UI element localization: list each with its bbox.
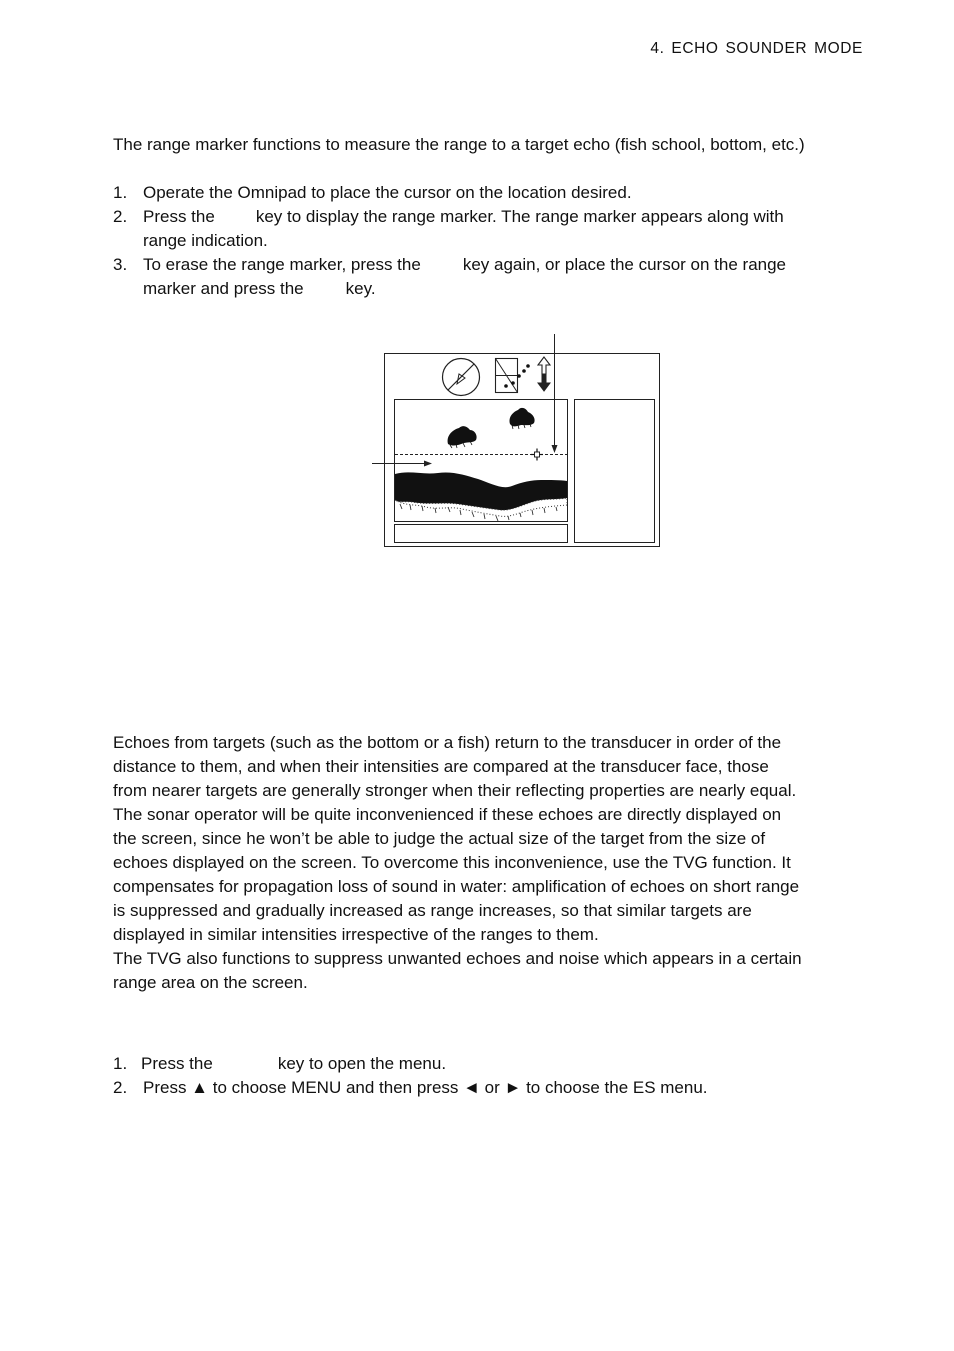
range-marker-illustration (360, 330, 670, 555)
step-text-part: To erase the range marker, press the (143, 255, 421, 274)
step-text-line-2 (143, 277, 376, 301)
scatter-icon (496, 359, 530, 393)
paragraph-line: The TVG also functions to suppress unwanted echoes and noise which appears in a certain (113, 949, 802, 968)
step-text-part: marker and press the (143, 279, 304, 298)
step-text-line-2: range indication. (143, 231, 268, 250)
paragraph-line: Echoes from targets (such as the bottom or a fish) return to the transducer in order of the (113, 733, 782, 752)
step-number: 1. (113, 183, 128, 202)
display-frame (385, 354, 660, 547)
step-text (141, 1052, 446, 1076)
side-panel (575, 400, 655, 543)
cursor-callout-arrow (552, 334, 558, 453)
range-marker-intro: The range marker functions to measure the range to a target echo (fish school, bottom, etc.) (113, 135, 805, 154)
info-box (395, 525, 568, 543)
bottom-echo (395, 472, 567, 521)
up-down-arrows-icon (538, 357, 550, 391)
paragraph-line: echoes displayed on the screen. To overcome this inconvenience, use the TVG function. It (113, 853, 791, 872)
step-text: Operate the Omnipad to place the cursor on the location desired. (143, 183, 632, 202)
step-number: 2. (113, 1078, 128, 1097)
step-number: 3. (113, 255, 128, 274)
step-text-part: Press the (143, 207, 215, 226)
paragraph-line: range area on the screen. (113, 973, 308, 992)
paragraph-line: the screen, since he won’t be able to judge the actual size of the target from the size of (113, 829, 766, 848)
paragraph-line: from nearer targets are generally stronger when their reflecting properties are nearly equal. (113, 781, 797, 800)
cursor-icon (531, 449, 543, 461)
step-text-part: key to open the menu. (277, 1054, 447, 1073)
paragraph-line: is suppressed and gradually increased as range increases, so that similar targets are (113, 901, 752, 920)
step-text-part: key again, or place the cursor on the range (462, 255, 787, 274)
step-text-part: key. (345, 279, 376, 298)
step-number: 1. (113, 1054, 128, 1073)
step-text-line-1 (143, 253, 786, 277)
range-marker-callout-arrow (372, 461, 432, 467)
step-text: Press ▲ to choose MENU and then press ◄ or ► to choose the ES menu. (143, 1078, 708, 1097)
step-text-part: Press the (141, 1054, 213, 1073)
step-text-line-1 (143, 205, 784, 229)
fish-echo-right (510, 408, 535, 429)
paragraph-line: compensates for propagation loss of sound in water: amplification of echoes on short range (113, 877, 800, 896)
bearing-icon (443, 359, 480, 396)
paragraph-line: The sonar operator will be quite inconvenienced if these echoes are directly displayed on (113, 805, 782, 824)
fish-echo-left (448, 426, 477, 448)
section-header: 4. ECHO SOUNDER MODE (650, 40, 863, 57)
step-text-part: key to display the range marker. The range marker appears along with (255, 207, 784, 226)
paragraph-line: displayed in similar intensities irrespective of the ranges to them. (113, 925, 599, 944)
tvg-description (113, 731, 873, 995)
step-number: 2. (113, 207, 128, 226)
paragraph-line: distance to them, and when their intensities are compared at the transducer face, those (113, 757, 769, 776)
